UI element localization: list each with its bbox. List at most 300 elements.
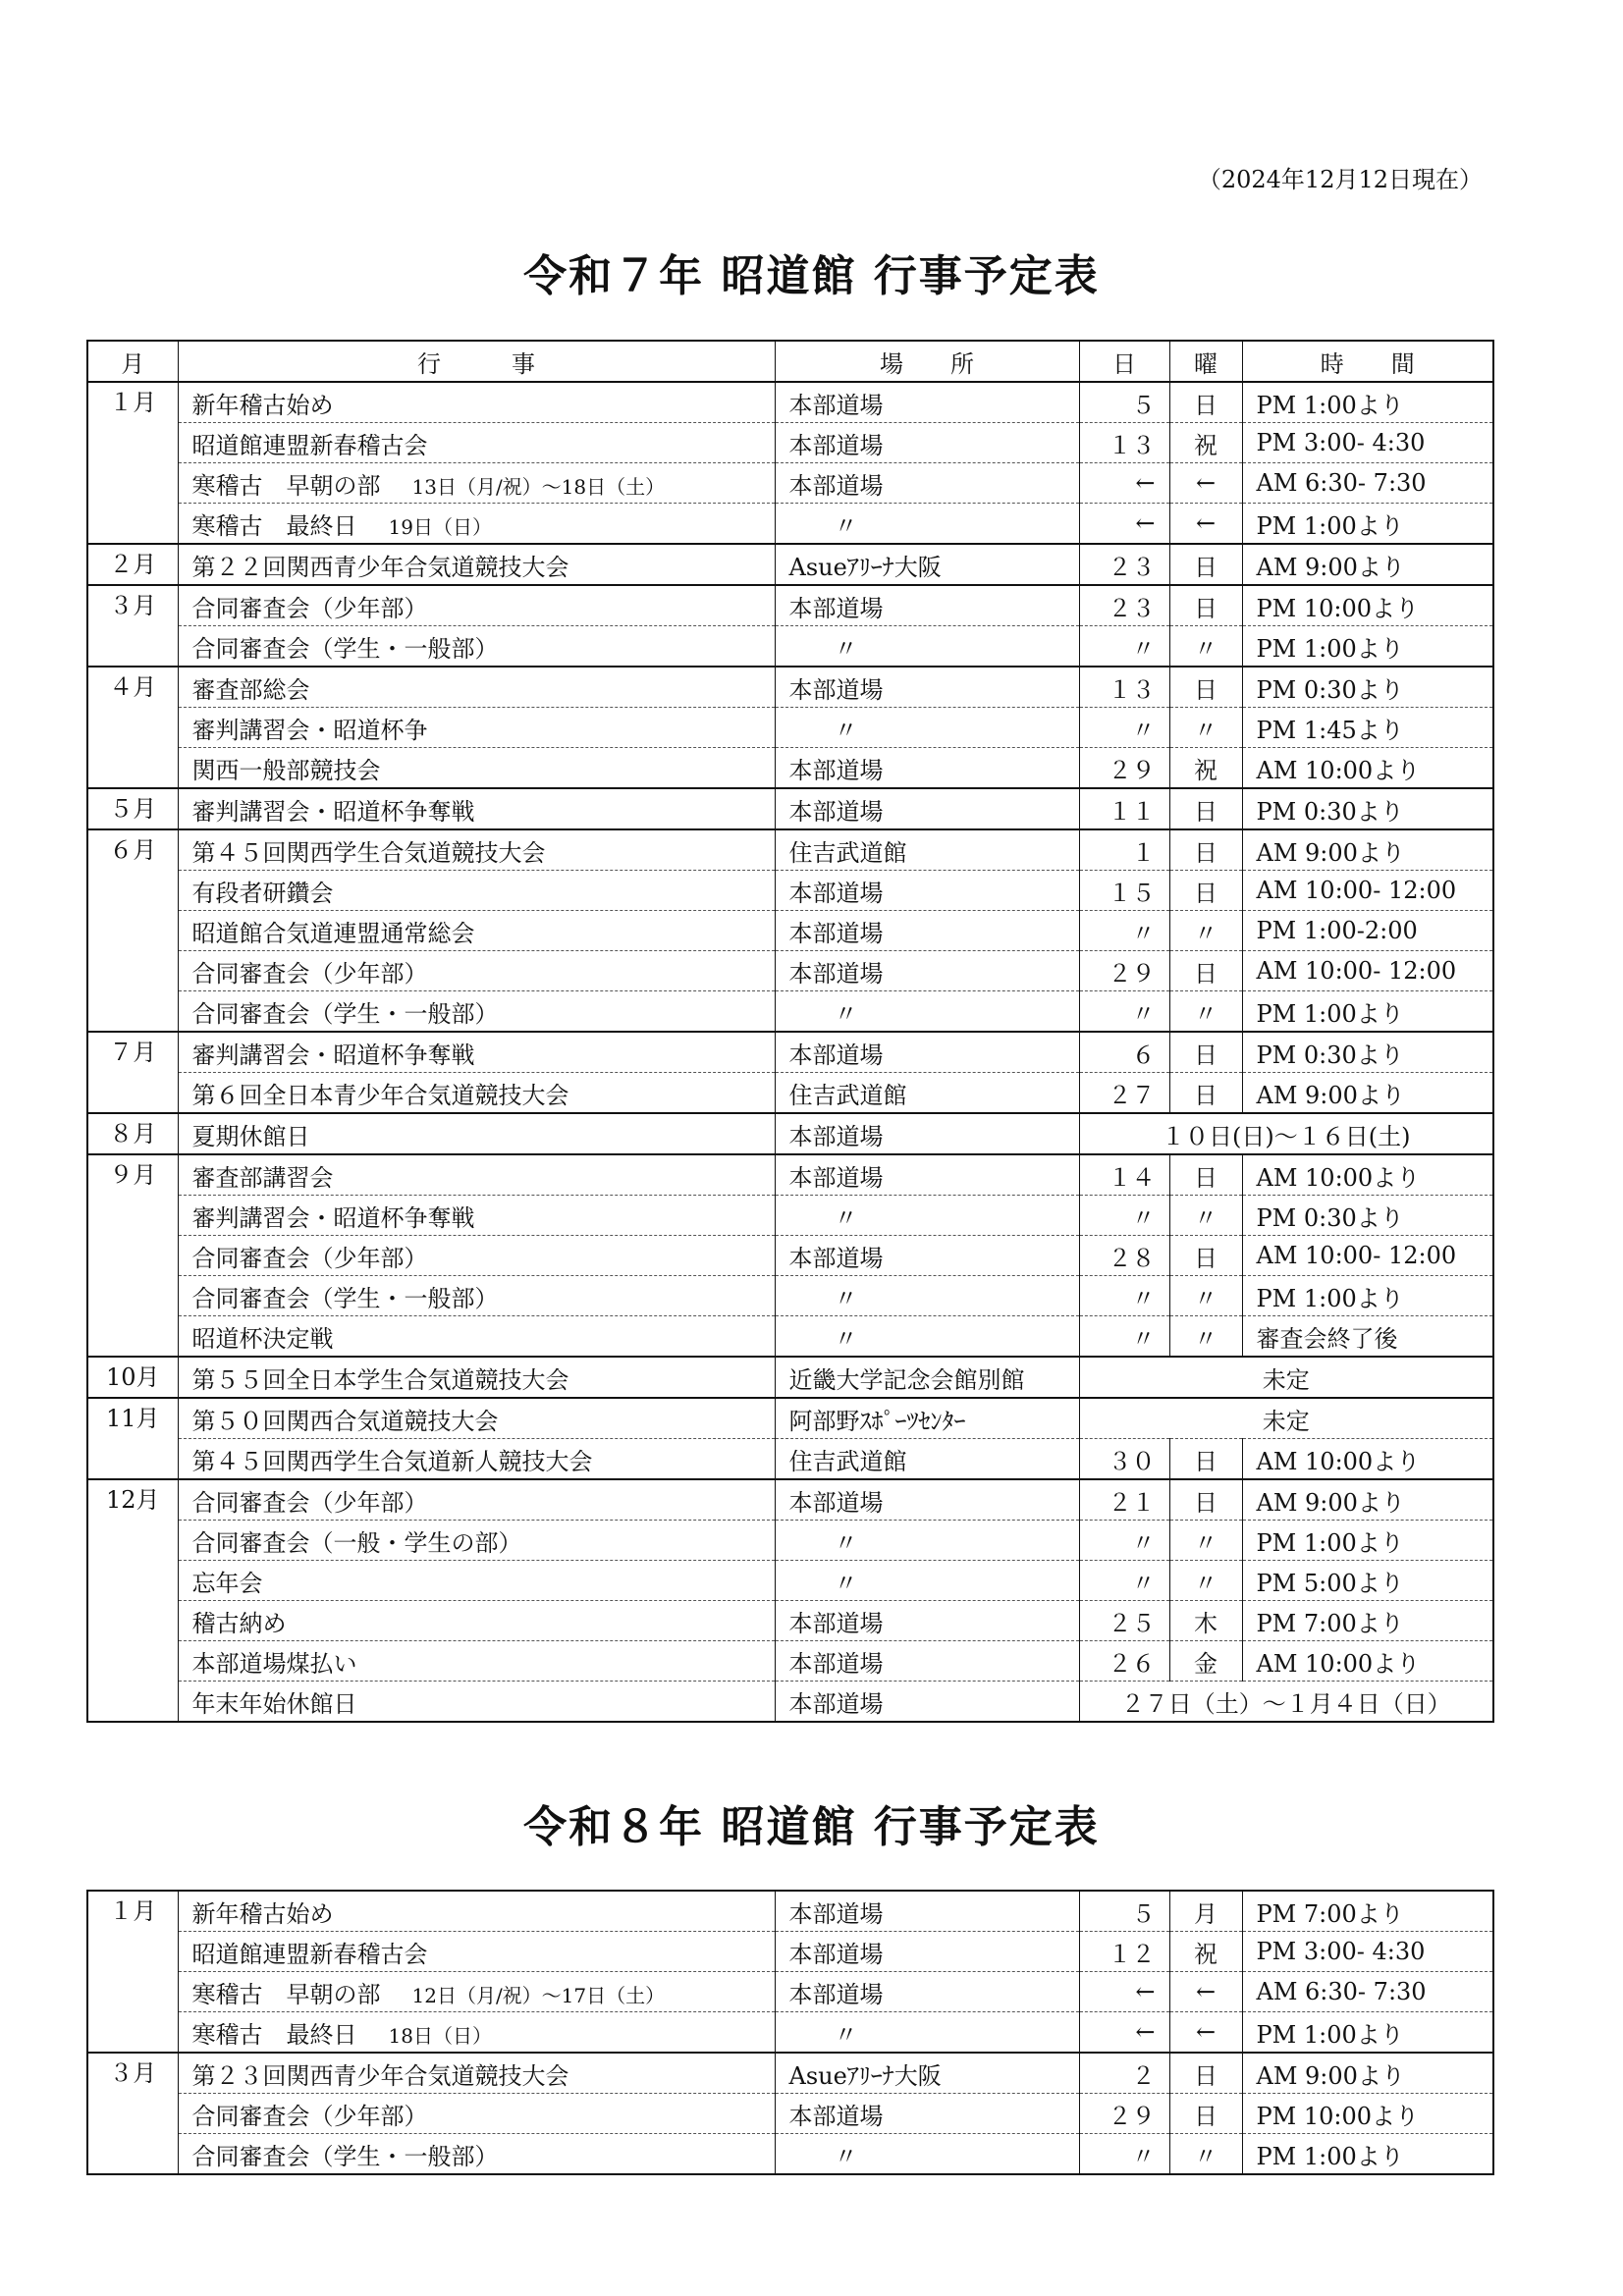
event-name: 有段者研鑽会 (191, 879, 334, 907)
table-row (87, 544, 1493, 585)
place-cell: 〃 (775, 1561, 1079, 1601)
month-cell: ８月 (87, 1113, 178, 1154)
weekday-cell: 〃 (1169, 2134, 1242, 2175)
event-name: 合同審査会（少年部） (191, 1488, 428, 1517)
event-cell (178, 1972, 775, 2012)
place-cell: 住吉武道館 (775, 1439, 1079, 1480)
place-cell: 本部道場 (775, 667, 1079, 708)
place-cell: 本部道場 (775, 1479, 1079, 1521)
place-cell: 〃 (775, 1521, 1079, 1561)
event-name: 昭道杯決定戦 (191, 1324, 334, 1353)
time-cell: AM 9:00より (1242, 544, 1493, 585)
place-cell: 本部道場 (775, 911, 1079, 951)
place-cell: 〃 (775, 1276, 1079, 1316)
event-name: 合同審査会（少年部） (191, 594, 428, 622)
weekday-cell: 木 (1169, 1601, 1242, 1641)
event-name: 審判講習会・昭道杯争 (191, 716, 428, 744)
weekday-cell: 日 (1169, 667, 1242, 708)
weekday-cell: 祝 (1169, 423, 1242, 463)
weekday-cell: 月 (1169, 1891, 1242, 1932)
weekday-cell: 〃 (1169, 708, 1242, 748)
place-cell: 本部道場 (775, 1236, 1079, 1276)
day-cell: ２３ (1079, 585, 1169, 626)
table-row (87, 829, 1493, 871)
event-name: 合同審査会（学生・一般部） (191, 999, 499, 1028)
table-row (87, 1357, 1493, 1398)
table-row (87, 2012, 1493, 2054)
month-cell: ２月 (87, 544, 178, 585)
event-cell (178, 1479, 775, 1521)
table-row (87, 585, 1493, 626)
weekday-cell: 日 (1169, 544, 1242, 585)
event-name: 第２２回関西青少年合気道競技大会 (191, 553, 569, 581)
time-cell: PM 0:30より (1242, 667, 1493, 708)
day-cell: ２１ (1079, 1479, 1169, 1521)
weekday-cell: 日 (1169, 788, 1242, 829)
place-cell: 住吉武道館 (775, 1073, 1079, 1114)
place-cell: 本部道場 (775, 788, 1079, 829)
event-cell (178, 1032, 775, 1073)
weekday-cell: 〃 (1169, 1196, 1242, 1236)
table-row (87, 1113, 1493, 1154)
month-cell: ７月 (87, 1032, 178, 1113)
time-cell: AM 10:00より (1242, 1154, 1493, 1196)
day-cell: 〃 (1079, 1316, 1169, 1358)
event-cell (178, 1236, 775, 1276)
table-row (87, 708, 1493, 748)
table-row (87, 1479, 1493, 1521)
place-cell: 本部道場 (775, 1113, 1079, 1154)
weekday-cell: 〃 (1169, 1521, 1242, 1561)
header-event: 行 事 (178, 341, 775, 382)
event-cell (178, 2053, 775, 2094)
weekday-cell: 日 (1169, 951, 1242, 991)
time-cell: PM 1:00より (1242, 1276, 1493, 1316)
place-cell: 本部道場 (775, 1154, 1079, 1196)
weekday-cell: ← (1169, 504, 1242, 545)
month-cell: 11月 (87, 1398, 178, 1479)
event-name: 第５５回全日本学生合気道競技大会 (191, 1365, 569, 1394)
time-cell: 審査会終了後 (1242, 1316, 1493, 1358)
weekday-cell: 日 (1169, 382, 1242, 423)
place-cell: 本部道場 (775, 1972, 1079, 2012)
time-cell: PM 10:00より (1242, 585, 1493, 626)
day-cell: ← (1079, 504, 1169, 545)
weekday-cell: 祝 (1169, 1932, 1242, 1972)
place-cell: 本部道場 (775, 1641, 1079, 1682)
event-cell (178, 1113, 775, 1154)
month-cell: １月 (87, 382, 178, 544)
event-cell (178, 463, 775, 504)
event-name: 審判講習会・昭道杯争奪戦 (191, 1041, 475, 1069)
place-cell: 〃 (775, 1316, 1079, 1358)
event-cell (178, 871, 775, 911)
day-cell: １３ (1079, 667, 1169, 708)
time-cell: PM 0:30より (1242, 1196, 1493, 1236)
header-month: 月 (87, 341, 178, 382)
event-cell (178, 382, 775, 423)
day-cell: ２８ (1079, 1236, 1169, 1276)
event-cell (178, 1357, 775, 1398)
time-cell: PM 1:00より (1242, 2012, 1493, 2054)
table-row (87, 1932, 1493, 1972)
place-cell: 本部道場 (775, 585, 1079, 626)
day-cell: １２ (1079, 1932, 1169, 1972)
table-row (87, 1641, 1493, 1682)
table-row (87, 626, 1493, 667)
table-row (87, 504, 1493, 545)
event-date-note: 13日（月/祝）～18日（土） (411, 474, 666, 499)
event-cell (178, 829, 775, 871)
event-date-note: 18日（日） (388, 2023, 492, 2048)
place-cell: 〃 (775, 2012, 1079, 2054)
day-cell: 〃 (1079, 991, 1169, 1033)
table-row (87, 1682, 1493, 1723)
table-row (87, 1521, 1493, 1561)
time-cell: PM 1:00-2:00 (1242, 911, 1493, 951)
time-cell: PM 1:45より (1242, 708, 1493, 748)
date-range-cell: ２７日（土）～１月４日（日） (1079, 1682, 1493, 1723)
header-row (87, 341, 1493, 382)
event-name: 新年稽古始め (191, 391, 334, 419)
place-cell: 本部道場 (775, 1601, 1079, 1641)
place-cell: 〃 (775, 708, 1079, 748)
time-cell: PM 1:00より (1242, 626, 1493, 667)
weekday-cell: 日 (1169, 2094, 1242, 2134)
place-cell: 本部道場 (775, 748, 1079, 789)
day-cell: ２３ (1079, 544, 1169, 585)
event-name: 合同審査会（学生・一般部） (191, 1284, 499, 1312)
event-name: 合同審査会（学生・一般部） (191, 634, 499, 663)
schedule-table-reiwa8 (86, 1890, 1494, 2175)
event-name: 関西一般部競技会 (191, 756, 381, 784)
event-name: 第４５回関西学生合気道競技大会 (191, 838, 546, 867)
time-cell: AM 10:00- 12:00 (1242, 1236, 1493, 1276)
event-cell (178, 1561, 775, 1601)
event-name: 第２３回関西青少年合気道競技大会 (191, 2061, 569, 2090)
month-cell: １月 (87, 1891, 178, 2053)
place-cell: 〃 (775, 626, 1079, 667)
event-cell (178, 1316, 775, 1358)
place-cell: 〃 (775, 2134, 1079, 2175)
day-cell: １４ (1079, 1154, 1169, 1196)
event-name: 第６回全日本青少年合気道競技大会 (191, 1081, 569, 1109)
event-name: 昭道館合気道連盟通常総会 (191, 919, 475, 947)
event-cell (178, 423, 775, 463)
event-cell (178, 1521, 775, 1561)
time-cell: PM 3:00- 4:30 (1242, 423, 1493, 463)
event-name: 合同審査会（少年部） (191, 2102, 428, 2130)
weekday-cell: 日 (1169, 585, 1242, 626)
day-cell: ２５ (1079, 1601, 1169, 1641)
table-row (87, 382, 1493, 423)
day-cell: 〃 (1079, 2134, 1169, 2175)
table-row (87, 1398, 1493, 1439)
time-cell: PM 1:00より (1242, 382, 1493, 423)
day-cell: １１ (1079, 788, 1169, 829)
as-of-date: （2024年12月12日現在） (1197, 166, 1483, 193)
day-cell: ３０ (1079, 1439, 1169, 1480)
table-row (87, 1972, 1493, 2012)
table-row (87, 951, 1493, 991)
time-cell: PM 5:00より (1242, 1561, 1493, 1601)
weekday-cell: ← (1169, 463, 1242, 504)
header-day: 日 (1079, 341, 1169, 382)
time-cell: AM 9:00より (1242, 2053, 1493, 2094)
weekday-cell: 祝 (1169, 748, 1242, 789)
place-cell: 本部道場 (775, 1682, 1079, 1723)
place-cell: 本部道場 (775, 423, 1079, 463)
table-row (87, 1891, 1493, 1932)
event-cell (178, 748, 775, 789)
event-name: 忘年会 (191, 1569, 263, 1597)
day-cell: ２７ (1079, 1073, 1169, 1114)
event-cell (178, 2134, 775, 2175)
weekday-cell: ← (1169, 1972, 1242, 2012)
weekday-cell: 〃 (1169, 626, 1242, 667)
event-name: 合同審査会（学生・一般部） (191, 2142, 499, 2170)
event-cell (178, 544, 775, 585)
weekday-cell: 〃 (1169, 911, 1242, 951)
event-name: 審査部講習会 (191, 1163, 334, 1192)
place-cell: 本部道場 (775, 382, 1079, 423)
header-time: 時 間 (1242, 341, 1493, 382)
time-cell: AM 10:00より (1242, 1439, 1493, 1480)
event-name: 審判講習会・昭道杯争奪戦 (191, 1203, 475, 1232)
day-cell: ２６ (1079, 1641, 1169, 1682)
day-cell: １３ (1079, 423, 1169, 463)
place-cell: 本部道場 (775, 2094, 1079, 2134)
day-cell: ← (1079, 2012, 1169, 2054)
place-cell: 本部道場 (775, 951, 1079, 991)
event-cell (178, 911, 775, 951)
month-cell: 10月 (87, 1357, 178, 1398)
place-cell: 本部道場 (775, 463, 1079, 504)
month-cell: ３月 (87, 585, 178, 667)
time-cell: PM 1:00より (1242, 991, 1493, 1033)
event-name: 寒稽古 早朝の部 (191, 1980, 381, 2008)
table-row (87, 1236, 1493, 1276)
date-range-cell: 未定 (1079, 1398, 1493, 1439)
table-row (87, 2053, 1493, 2094)
day-cell: １ (1079, 829, 1169, 871)
time-cell: AM 10:00より (1242, 1641, 1493, 1682)
event-cell (178, 1439, 775, 1480)
day-cell: 〃 (1079, 1196, 1169, 1236)
table-row (87, 1196, 1493, 1236)
day-cell: １５ (1079, 871, 1169, 911)
time-cell: PM 1:00より (1242, 504, 1493, 545)
event-name: 合同審査会（一般・学生の部） (191, 1528, 522, 1557)
table-row (87, 1276, 1493, 1316)
day-cell: 〃 (1079, 626, 1169, 667)
event-date-note: 19日（日） (388, 514, 492, 539)
weekday-cell: 〃 (1169, 1561, 1242, 1601)
header-place: 場 所 (775, 341, 1079, 382)
event-cell (178, 667, 775, 708)
month-cell: 12月 (87, 1479, 178, 1722)
weekday-cell: 日 (1169, 2053, 1242, 2094)
table-row (87, 423, 1493, 463)
day-cell: ５ (1079, 382, 1169, 423)
event-name: 昭道館連盟新春稽古会 (191, 1940, 428, 1968)
event-cell (178, 2012, 775, 2054)
place-cell: Asueｱﾘｰﾅ大阪 (775, 544, 1079, 585)
table-row (87, 667, 1493, 708)
day-cell: ← (1079, 463, 1169, 504)
day-cell: ← (1079, 1972, 1169, 2012)
event-name: 寒稽古 早朝の部 (191, 471, 381, 500)
day-cell: ２９ (1079, 951, 1169, 991)
event-cell (178, 991, 775, 1033)
place-cell: 〃 (775, 504, 1079, 545)
place-cell: 本部道場 (775, 1891, 1079, 1932)
weekday-cell: 日 (1169, 1439, 1242, 1480)
place-cell: 住吉武道館 (775, 829, 1079, 871)
table-row (87, 748, 1493, 789)
table-row (87, 991, 1493, 1033)
event-cell (178, 951, 775, 991)
event-cell (178, 1073, 775, 1114)
time-cell: AM 9:00より (1242, 1073, 1493, 1114)
month-cell: ３月 (87, 2053, 178, 2174)
event-date-note: 12日（月/祝）～17日（土） (411, 1983, 666, 2007)
time-cell: PM 7:00より (1242, 1601, 1493, 1641)
event-cell (178, 1682, 775, 1723)
month-cell: ５月 (87, 788, 178, 829)
time-cell: PM 3:00- 4:30 (1242, 1932, 1493, 1972)
time-cell: AM 10:00- 12:00 (1242, 871, 1493, 911)
day-cell: 〃 (1079, 708, 1169, 748)
day-cell: ２ (1079, 2053, 1169, 2094)
event-name: 寒稽古 最終日 (191, 511, 357, 540)
table-row (87, 2134, 1493, 2175)
event-name: 新年稽古始め (191, 1899, 334, 1928)
date-range-cell: 未定 (1079, 1357, 1493, 1398)
title-reiwa7: 令和７年 昭道館 行事予定表 (523, 251, 1100, 301)
month-cell: ９月 (87, 1154, 178, 1357)
place-cell: 〃 (775, 1196, 1079, 1236)
table-row (87, 911, 1493, 951)
month-cell: ６月 (87, 829, 178, 1032)
date-range-cell: １０日(日)～１６日(土) (1079, 1113, 1493, 1154)
day-cell: ２９ (1079, 2094, 1169, 2134)
event-cell (178, 1398, 775, 1439)
event-name: 第５０回関西合気道競技大会 (191, 1407, 499, 1435)
event-name: 寒稽古 最終日 (191, 2020, 357, 2049)
event-name: 合同審査会（少年部） (191, 959, 428, 988)
place-cell: 阿部野ｽﾎﾟｰﾂｾﾝﾀｰ (775, 1398, 1079, 1439)
weekday-cell: 日 (1169, 1154, 1242, 1196)
event-cell (178, 585, 775, 626)
time-cell: AM 6:30- 7:30 (1242, 1972, 1493, 2012)
table-row (87, 1154, 1493, 1196)
event-name: 審査部総会 (191, 675, 310, 704)
event-cell (178, 1601, 775, 1641)
table-row (87, 1032, 1493, 1073)
place-cell: 〃 (775, 991, 1079, 1033)
event-name: 第４５回関西学生合気道新人競技大会 (191, 1447, 593, 1475)
event-cell (178, 708, 775, 748)
weekday-cell: ← (1169, 2012, 1242, 2054)
day-cell: ６ (1079, 1032, 1169, 1073)
weekday-cell: 〃 (1169, 1316, 1242, 1358)
time-cell: PM 1:00より (1242, 2134, 1493, 2175)
table-row (87, 1316, 1493, 1358)
weekday-cell: 〃 (1169, 991, 1242, 1033)
time-cell: PM 0:30より (1242, 788, 1493, 829)
time-cell: AM 9:00より (1242, 1479, 1493, 1521)
title-reiwa8: 令和８年 昭道館 行事予定表 (523, 1802, 1100, 1852)
event-name: 稽古納め (191, 1609, 287, 1637)
time-cell: AM 9:00より (1242, 829, 1493, 871)
header-weekday: 曜 (1169, 341, 1242, 382)
event-name: 審判講習会・昭道杯争奪戦 (191, 797, 475, 826)
weekday-cell: 日 (1169, 871, 1242, 911)
place-cell: 近畿大学記念会館別館 (775, 1357, 1079, 1398)
weekday-cell: 日 (1169, 829, 1242, 871)
time-cell: AM 6:30- 7:30 (1242, 463, 1493, 504)
place-cell: 本部道場 (775, 871, 1079, 911)
weekday-cell: 日 (1169, 1032, 1242, 1073)
place-cell: 本部道場 (775, 1932, 1079, 1972)
event-cell (178, 626, 775, 667)
time-cell: PM 0:30より (1242, 1032, 1493, 1073)
time-cell: AM 10:00より (1242, 748, 1493, 789)
time-cell: PM 7:00より (1242, 1891, 1493, 1932)
table-row (87, 1601, 1493, 1641)
event-cell (178, 1154, 775, 1196)
table-row (87, 871, 1493, 911)
table-row (87, 1561, 1493, 1601)
schedule-table-reiwa7 (86, 340, 1494, 1723)
weekday-cell: 日 (1169, 1236, 1242, 1276)
event-cell (178, 2094, 775, 2134)
place-cell: 本部道場 (775, 1032, 1079, 1073)
table-row (87, 463, 1493, 504)
event-cell (178, 1932, 775, 1972)
event-cell (178, 504, 775, 545)
event-name: 夏期休館日 (191, 1122, 310, 1150)
day-cell: ２９ (1079, 748, 1169, 789)
event-cell (178, 1276, 775, 1316)
event-cell (178, 788, 775, 829)
day-cell: 〃 (1079, 1276, 1169, 1316)
time-cell: PM 10:00より (1242, 2094, 1493, 2134)
event-name: 合同審査会（少年部） (191, 1244, 428, 1272)
event-cell (178, 1891, 775, 1932)
day-cell: 〃 (1079, 1521, 1169, 1561)
event-name: 年末年始休館日 (191, 1689, 357, 1718)
event-name: 本部道場煤払い (191, 1649, 357, 1678)
day-cell: 〃 (1079, 1561, 1169, 1601)
month-cell: ４月 (87, 667, 178, 788)
table-row (87, 788, 1493, 829)
day-cell: ５ (1079, 1891, 1169, 1932)
weekday-cell: 日 (1169, 1073, 1242, 1114)
table-row (87, 1073, 1493, 1114)
place-cell: Asueｱﾘｰﾅ大阪 (775, 2053, 1079, 2094)
weekday-cell: 日 (1169, 1479, 1242, 1521)
table-row (87, 2094, 1493, 2134)
time-cell: AM 10:00- 12:00 (1242, 951, 1493, 991)
table-row (87, 1439, 1493, 1480)
event-cell (178, 1641, 775, 1682)
event-cell (178, 1196, 775, 1236)
event-name: 昭道館連盟新春稽古会 (191, 431, 428, 459)
time-cell: PM 1:00より (1242, 1521, 1493, 1561)
day-cell: 〃 (1079, 911, 1169, 951)
